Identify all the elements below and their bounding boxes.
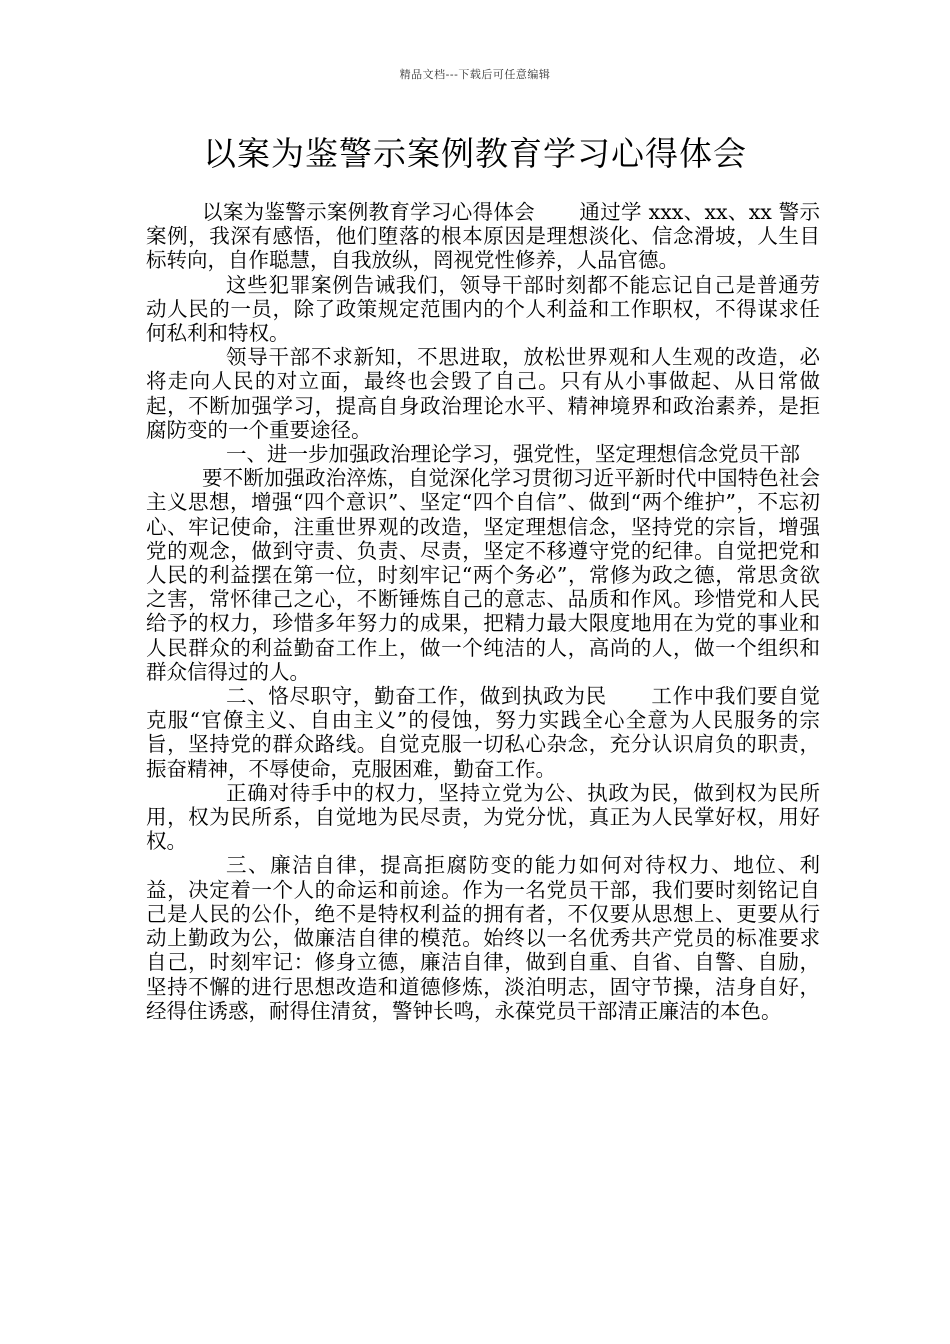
paragraph-5: 要不断加强政治淬炼，自觉深化学习贯彻习近平新时代中国特色社会主义思想，增强“四个意识”、坚定“四个自信”、做到“两个维护”，不忘初心、牢记使命，注重世界观的改造，坚定理想信念，坚持党的宗旨，增强党的观念，做到守责、负责、尽责，坚定不移遵守党的纪律。自觉把党和人民的利益摆在第一位，时刻牢记“两个务必”，常修为政之德，常思贪欲之害，常怀律己之心，不断锤炼自己的意志、品质和作风。珍惜党和人民给予的权力，珍惜多年努力的成果，把精力最大限度地用在为党的事业和人民群众的利益勤奋工作上，做一个纯洁的人，高尚的人，做一个组织和群众信得过的人。 xyxy=(146,466,820,684)
document-title: 以案为鉴警示案例教育学习心得体会 xyxy=(203,134,747,173)
paragraph-3: 领导干部不求新知，不思进取，放松世界观和人生观的改造，必将走向人民的对立面，最终也会毁了自己。只有从小事做起、从日常做起，不断加强学习，提高自身政治理论水平、精神境界和政治素养，是拒腐防变的一个重要途径。 xyxy=(146,345,820,442)
header-note: 精品文档---下载后可任意编辑 xyxy=(399,68,551,81)
paragraph-intro-lead: 以案为鉴警示案例教育学习心得体会 xyxy=(202,200,536,224)
section-heading-2 xyxy=(146,684,820,781)
section-heading-2-text: 工作中我们要自觉克服“官僚主义、自由主义”的侵蚀，努力实践全心全意为人民服务的宗旨，坚持党的群众路线。自觉克服一切私心杂念，充分认识肩负的职责，振奋精神，不辱使命，克服困难，勤奋工作。 xyxy=(146,684,821,781)
paragraph-intro-text: 通过学 xxx、xx、xx 警示案例，我深有感悟，他们堕落的根本原因是理想淡化、信念滑坡，人生目标转向，自作聪慧，自我放纵，罔视党性修养，人品官德。 xyxy=(146,200,820,273)
section-heading-3: 三、廉洁自律，提高拒腐防变的能力如何对待权力、地位、利益，决定着一个人的命运和前途。作为一名党员干部，我们要时刻铭记自己是人民的公仆，绝不是特权利益的拥有者，不仅要从思想上、更要从行动上勤政为公，做廉洁自律的模范。始终以一名优秀共产党员的标准要求自己，时刻牢记：修身立德，廉洁自律，做到自重、自省、自警、自励，坚持不懈的进行思想改造和道德修炼，淡泊明志，固守节操，洁身自好，经得住诱惑，耐得住清贫，警钟长鸣，永葆党员干部清正廉洁的本色。 xyxy=(146,853,820,1023)
section-heading-2-lead: 二、恪尽职守，勤奋工作，做到执政为民 xyxy=(226,684,607,709)
paragraph-intro xyxy=(146,200,820,273)
paragraph-7: 正确对待手中的权力，坚持立党为公、执政为民，做到权为民所用，权为民所系，自觉地为民尽责，为党分忧，真正为人民掌好权，用好权。 xyxy=(146,780,820,854)
paragraph-2: 这些犯罪案例告诫我们，领导干部时刻都不能忘记自己是普通劳动人民的一员，除了政策规定范围内的个人利益和工作职权，不得谋求任何私利和特权。 xyxy=(146,272,820,346)
section-heading-1: 一、进一步加强政治理论学习，强党性，坚定理想信念党员干部 xyxy=(226,442,800,467)
document-body xyxy=(146,200,820,1023)
